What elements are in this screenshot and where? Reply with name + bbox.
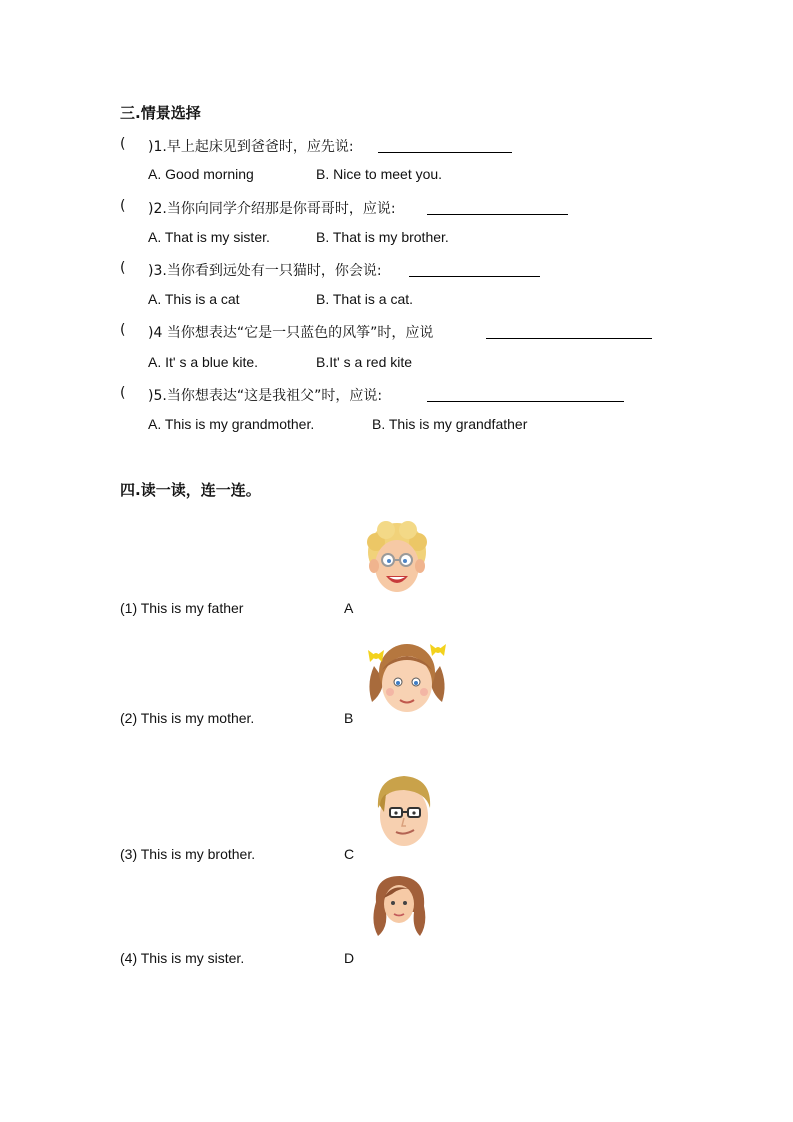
q2-option-b: B. That is my brother. [316, 229, 449, 245]
q2-text: )2.当你向同学介绍那是你哥哥时，应说: [148, 201, 396, 217]
woman-long-hair-face-icon [368, 872, 430, 940]
match-letter-a: A [344, 600, 354, 616]
q1-answer-blank[interactable] [378, 138, 512, 153]
q1-paren: ( [120, 136, 126, 152]
q3-paren: ( [120, 260, 126, 276]
q1-option-b: B. Nice to meet you. [316, 166, 443, 182]
match-sentence-1: (1) This is my father [120, 600, 244, 616]
match-sentence-3: (3) This is my brother. [120, 846, 256, 862]
match-letter-b: B [344, 710, 354, 726]
boy-with-glasses-face-icon [362, 520, 432, 598]
q3-option-b: B. That is a cat. [316, 291, 414, 307]
q4-paren: ( [120, 322, 126, 338]
q5-option-b: B. This is my grandfather [372, 416, 528, 432]
q2-option-a: A. That is my sister. [148, 229, 270, 245]
match-sentence-4: (4) This is my sister. [120, 950, 245, 966]
q4-text: )4 当你想表达“它是一只蓝色的风筝”时，应说 [148, 325, 434, 341]
q3-option-a: A. This is a cat [148, 291, 240, 307]
section3-heading: 三.情景选择 [120, 104, 201, 122]
q5-paren: ( [120, 385, 126, 401]
q1-option-a: A. Good morning [148, 166, 254, 182]
q5-text: )5.当你想表达“这是我祖父”时，应说: [148, 388, 383, 404]
match-letter-c: C [344, 846, 355, 862]
match-letter-d: D [344, 950, 355, 966]
match-sentence-2: (2) This is my mother. [120, 710, 255, 726]
q1-text: )1.早上起床见到爸爸时，应先说: [148, 139, 354, 155]
q5-option-a: A. This is my grandmother. [148, 416, 315, 432]
q4-answer-blank[interactable] [486, 324, 652, 339]
man-with-glasses-face-icon [370, 772, 438, 850]
q5-answer-blank[interactable] [427, 387, 624, 402]
q4-option-a: A. It' s a blue kite. [148, 354, 259, 370]
q3-answer-blank[interactable] [409, 262, 540, 277]
q2-answer-blank[interactable] [427, 200, 568, 215]
q3-text: )3.当你看到远处有一只猫时，你会说: [148, 263, 382, 279]
section4-heading: 四.读一读，连一连。 [120, 481, 261, 499]
q2-paren: ( [120, 198, 126, 214]
girl-with-pigtails-face-icon [364, 636, 450, 718]
q4-option-b: B.It' s a red kite [316, 354, 413, 370]
